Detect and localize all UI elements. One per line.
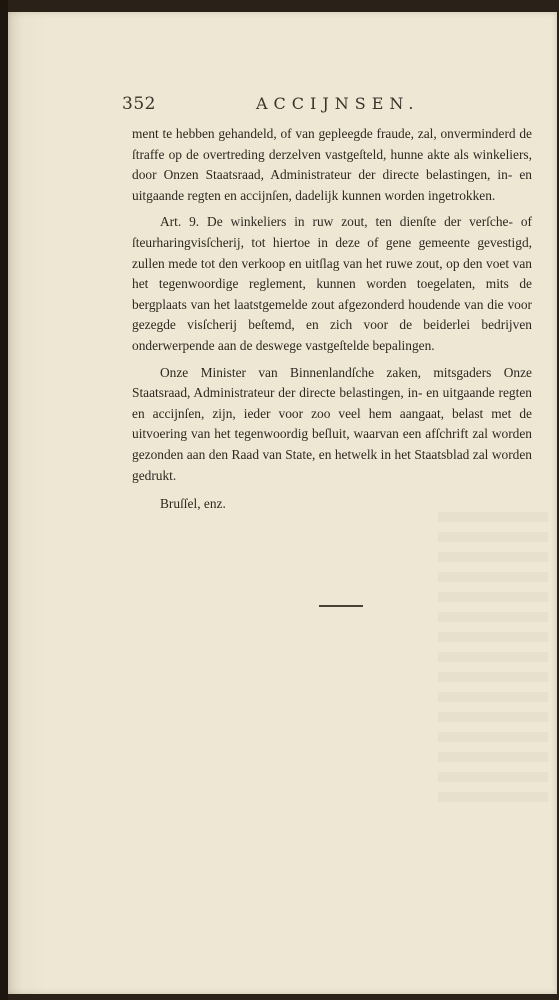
page-header [8,94,557,116]
paragraph-continuation: ment te hebben gehandeld, of van gepleegde fraude, zal, onverminderd de ſtraffe op de overtreding derzelven vastgeſteld, hunne akte als winkeliers, door Onzen Staatsraad, Administrateur der directe belastingen, in- en uitgaande regten en accijnſen, dadelijk kunnen worden ingetrokken. [132,126,532,203]
page-number: 352 [122,94,156,114]
book-page [8,12,557,994]
paragraph-article-9: Art. 9. De winkeliers in ruw zout, ten dienſte der verſche- of ſteurharingvisſcherij, tot hiertoe in deze of gene gemeente gevestigd, zullen mede tot den verkoop en uitſlag van het ruwe zout, op den voet van het tegenwoordige reglement, kunnen worden toegelaten, mits de bergplaats van het laatstgemelde zout afgezonderd houdende van die voor gezegde visſcherij beſtemd, en zich voor de beiderlei bedrijven onderwerpende aan de deswege vastgeſtelde bepalingen. [132,214,532,353]
end-rule [319,605,363,607]
show-through-text [438,512,548,812]
paragraph-execution: Onze Minister van Binnenlandſche zaken, mitsgaders Onze Staatsraad, Administrateur der directe belastingen, in- en uitgaande regten en accijnſen, zijn, ieder voor zoo veel hem aangaat, belast met de uitvoering van het tegenwoordig beſluit, waarvan een afſchrift zal worden gezonden aan den Raad van State, en hetwelk in het Staatsblad zal worden gedrukt. [132,364,532,483]
running-head: ACCIJNSEN. [256,94,420,113]
book-gutter [0,0,8,1000]
closing-line: Bruſſel, enz. [160,496,226,512]
body-text [132,124,532,528]
